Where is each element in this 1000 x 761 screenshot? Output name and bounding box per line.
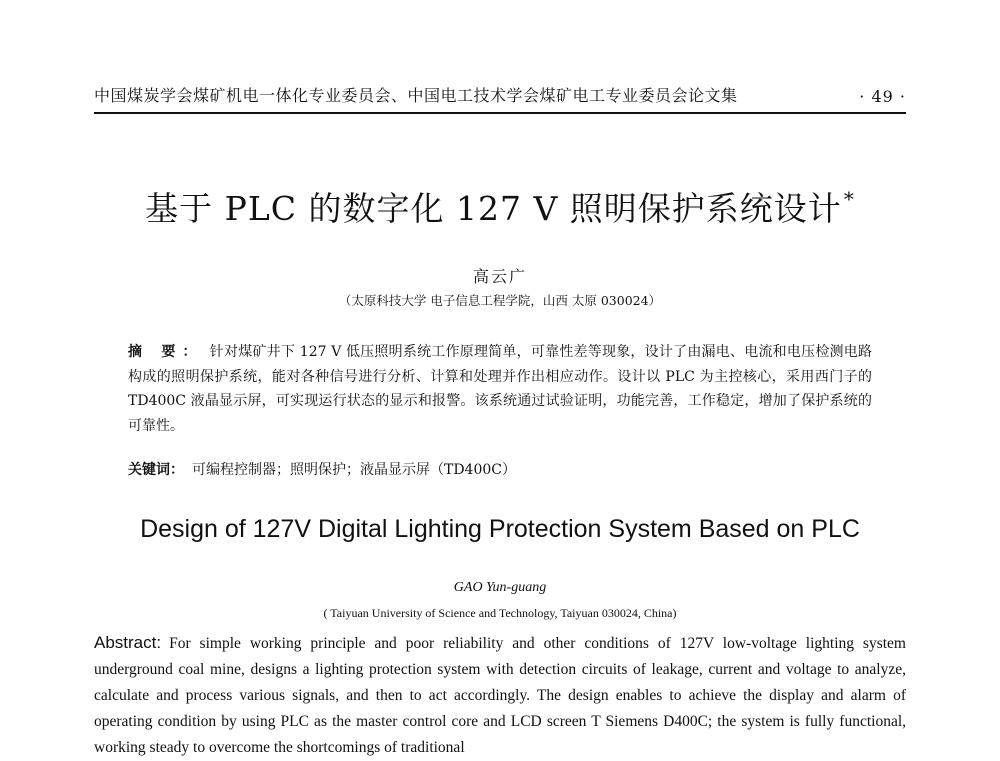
english-affiliation: ( Taiyuan University of Science and Technology, Taiyuan 030024, China) — [323, 606, 677, 620]
english-title: Design of 127V Digital Lighting Protection System Based on PLC — [140, 515, 860, 543]
title-footnote-mark: * — [843, 187, 855, 211]
english-abstract-label: Abstract: — [94, 633, 162, 652]
running-header — [94, 83, 906, 106]
chinese-abstract-label: 摘 要： — [128, 344, 204, 360]
chinese-keywords-text: 可编程控制器；照明保护；液晶显示屏（TD400C） — [192, 462, 516, 478]
page-number: · 49 · — [859, 87, 906, 106]
header-rule — [94, 112, 906, 114]
english-author: GAO Yun-guang — [453, 580, 547, 595]
chinese-abstract-text: 针对煤矿井下 127 V 低压照明系统工作原理简单，可靠性差等现象，设计了由漏电、电流和电压检测电路构成的照明保护系统，能对各种信号进行分析、计算和处理并作出相应动作。设计以 PLC 为主控核心，采用西门子的 TD400C 液晶显示屏，可实现运行状态的显示和报警。该系统通过试验证明，功能完善，工作稳定，增加了保护系统的可靠性。 — [128, 344, 873, 434]
english-abstract — [94, 630, 906, 761]
chinese-keywords — [128, 458, 872, 482]
proceedings-title: 中国煤炭学会煤矿机电一体化专业委员会、中国电工技术学会煤矿电工专业委员会论文集 — [94, 86, 738, 105]
chinese-affiliation: （太原科技大学 电子信息工程学院，山西 太原 030024） — [338, 293, 662, 308]
chinese-title — [0, 183, 1000, 230]
chinese-abstract — [128, 340, 872, 438]
english-abstract-text: For simple working principle and poor reliability and other conditions of 127V low-voltage lighting system underground coal mine, designs a lighting protection system with detection circuits of leakage, current and voltage to analyze, calculate and process various signals, and then to act accordingly. The design enables to achieve the display and alarm of operating condition by using PLC as the master control core and LCD screen T Siemens D400C; the system is fully functional, working steady to overcome the shortcomings of traditional — [94, 635, 906, 756]
chinese-title-text: 基于 PLC 的数字化 127 V 照明保护系统设计 — [145, 189, 842, 228]
chinese-author: 高云广 — [472, 267, 527, 286]
chinese-keywords-label: 关键词： — [128, 462, 184, 478]
